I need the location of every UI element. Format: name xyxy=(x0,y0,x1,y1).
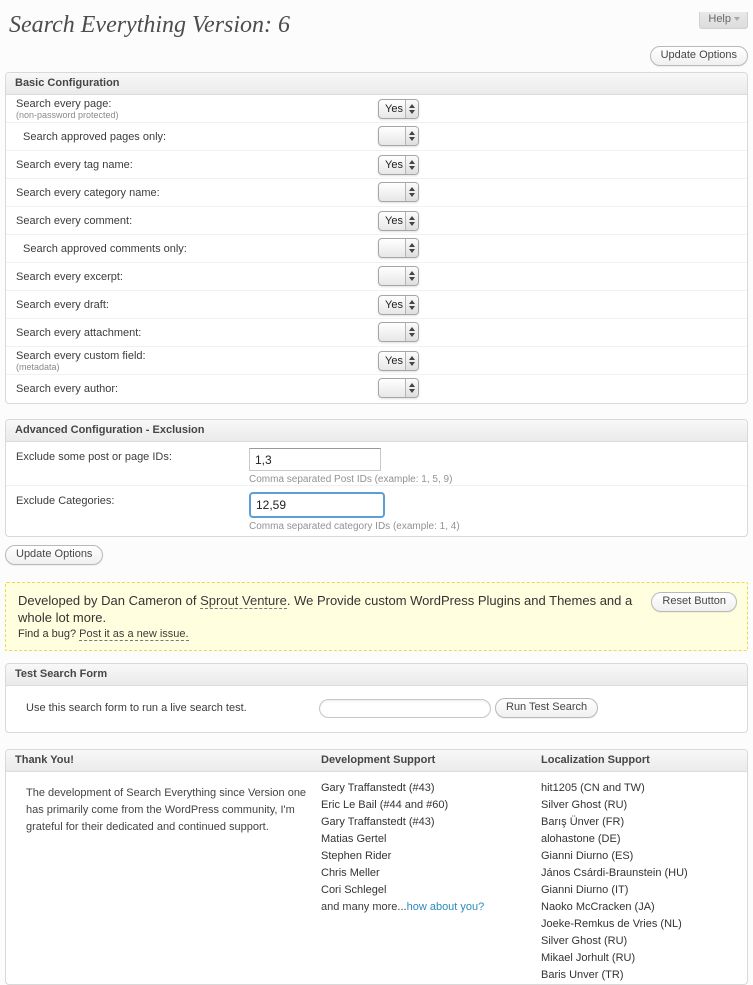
setting-row-search-custom-field xyxy=(6,347,747,375)
test-search-description: Use this search form to run a live search test. xyxy=(26,702,247,714)
setting-label: Search every author: xyxy=(16,383,119,395)
development-support-list xyxy=(321,782,484,918)
localization-link[interactable]: hit1205 (CN and TW) xyxy=(541,782,645,794)
setting-row-search-tag-name xyxy=(6,151,747,179)
dev-support-more: and many more...how about you? xyxy=(321,901,485,913)
setting-label: Search approved pages only: xyxy=(23,130,167,143)
setting-label: Search approved comments only: xyxy=(23,242,187,255)
basic-configuration-header: Basic Configuration xyxy=(6,73,747,95)
select-stepper-icon xyxy=(405,212,418,230)
chevron-down-icon xyxy=(734,17,740,21)
thank-you-panel xyxy=(5,749,748,985)
select-search-attachment[interactable] xyxy=(378,322,419,342)
test-search-input[interactable] xyxy=(319,699,491,718)
setting-label: Search every tag name: xyxy=(16,158,133,171)
exclude-categories-input[interactable] xyxy=(249,492,385,518)
setting-label: Search every custom field: xyxy=(16,349,146,362)
localization-link[interactable]: alohastone (DE) xyxy=(541,833,621,845)
setting-row-search-every-page xyxy=(6,95,747,123)
input-hint: Comma separated Post IDs (example: 1, 5, 9) xyxy=(249,474,453,485)
exclude-post-ids-input[interactable] xyxy=(249,448,381,471)
help-button-label: Help xyxy=(708,13,731,25)
setting-label: Search every draft: xyxy=(16,298,109,311)
select-search-approved-comments[interactable] xyxy=(378,238,419,258)
setting-sublabel: (metadata) xyxy=(16,361,60,372)
setting-label: Search every comment: xyxy=(16,214,133,227)
update-options-button-top[interactable]: Update Options xyxy=(650,46,748,66)
localization-support-title: Localization Support xyxy=(541,754,650,766)
localization-link[interactable]: Silver Ghost (RU) xyxy=(541,799,628,811)
setting-row-search-author xyxy=(6,375,747,403)
run-test-search-button[interactable]: Run Test Search xyxy=(495,698,598,718)
setting-row-search-approved-pages xyxy=(6,123,747,151)
top-actions xyxy=(5,46,748,64)
thank-you-header xyxy=(6,750,747,772)
advanced-configuration-header: Advanced Configuration - Exclusion xyxy=(6,420,747,442)
localization-link[interactable]: Naoko McCracken (JA) xyxy=(541,901,655,913)
select-search-every-page[interactable]: Yes xyxy=(378,99,419,119)
select-stepper-icon xyxy=(405,183,418,201)
test-search-panel xyxy=(5,663,748,733)
setting-row-search-attachment xyxy=(6,319,747,347)
select-search-approved-pages[interactable] xyxy=(378,126,419,146)
dev-support-link[interactable]: Gary Traffanstedt (#43) xyxy=(321,782,435,794)
localization-link[interactable]: Mikael Jorhult (RU) xyxy=(541,952,636,964)
localization-link[interactable]: Gianni Diurno (ES) xyxy=(541,850,634,862)
thank-you-message: The development of Search Everything since Version one has primarily come from the WordPress community, I'm grateful for their dedicated and continued support. xyxy=(26,787,307,833)
update-options-button-bottom[interactable]: Update Options xyxy=(5,545,103,565)
notice-line1: Developed by Dan Cameron of Sprout Venture. We Provide custom WordPress Plugins and Themes and a whole lot more. xyxy=(18,593,633,625)
dev-support-link[interactable]: Gary Traffanstedt (#43) xyxy=(321,816,435,828)
select-search-custom-field[interactable]: Yes xyxy=(378,351,419,371)
dev-support-link[interactable]: Chris Meller xyxy=(321,867,380,879)
localization-link[interactable]: Baris Unver (TR) xyxy=(541,969,624,981)
select-stepper-icon xyxy=(405,156,418,174)
development-support-title: Development Support xyxy=(321,754,436,766)
reset-button[interactable]: Reset Button xyxy=(651,592,737,612)
localization-link[interactable]: Silver Ghost (RU) xyxy=(541,935,628,947)
basic-configuration-panel xyxy=(5,72,748,404)
select-stepper-icon xyxy=(405,100,418,118)
advanced-configuration-panel xyxy=(5,419,748,537)
notice-line2: Find a bug? Post it as a new issue. xyxy=(18,628,189,640)
help-button[interactable] xyxy=(699,12,748,29)
test-search-header: Test Search Form xyxy=(6,664,747,686)
setting-row-search-category-name xyxy=(6,179,747,207)
select-stepper-icon xyxy=(405,267,418,285)
localization-support-list xyxy=(541,782,688,985)
setting-label: Search every attachment: xyxy=(16,326,142,339)
select-search-author[interactable] xyxy=(378,378,419,398)
exclude-categories-row xyxy=(6,486,747,536)
select-stepper-icon xyxy=(405,379,418,397)
select-search-tag-name[interactable]: Yes xyxy=(378,155,419,175)
dev-support-link[interactable]: Eric Le Bail (#44 and #60) xyxy=(321,799,449,811)
select-stepper-icon xyxy=(405,352,418,370)
setting-sublabel: (non-password protected) xyxy=(16,109,119,120)
report-bug-link[interactable]: Post it as a new issue. xyxy=(79,628,189,640)
localization-link[interactable]: Barış Ünver (FR) xyxy=(541,816,625,828)
select-search-category-name[interactable] xyxy=(378,182,419,202)
input-hint: Comma separated category IDs (example: 1, 4) xyxy=(249,521,460,532)
developer-notice xyxy=(5,582,748,651)
localization-link[interactable]: János Csárdi-Braunstein (HU) xyxy=(541,867,688,879)
dev-support-link[interactable]: Stephen Rider xyxy=(321,850,392,862)
select-stepper-icon xyxy=(405,239,418,257)
setting-label: Search every excerpt: xyxy=(16,270,123,283)
sprout-venture-link[interactable]: Sprout Venture xyxy=(200,593,287,608)
setting-label: Search every category name: xyxy=(16,186,160,199)
page xyxy=(0,12,753,985)
select-stepper-icon xyxy=(405,323,418,341)
select-search-draft[interactable]: Yes xyxy=(378,295,419,315)
localization-link[interactable]: Gianni Diurno (IT) xyxy=(541,884,629,896)
setting-label: Exclude some post or page IDs: xyxy=(16,451,172,463)
setting-row-search-approved-comments xyxy=(6,235,747,263)
localization-link[interactable]: Joeke-Remkus de Vries (NL) xyxy=(541,918,682,930)
setting-row-search-excerpt xyxy=(6,263,747,291)
select-search-comment[interactable]: Yes xyxy=(378,211,419,231)
select-stepper-icon xyxy=(405,127,418,145)
setting-label: Exclude Categories: xyxy=(16,495,115,507)
dev-support-link[interactable]: Matias Gertel xyxy=(321,833,387,845)
setting-label: Search every page: xyxy=(16,97,112,110)
how-about-you-link[interactable]: how about you? xyxy=(406,901,485,913)
select-stepper-icon xyxy=(405,296,418,314)
dev-support-link[interactable]: Cori Schlegel xyxy=(321,884,387,896)
exclude-posts-row xyxy=(6,442,747,486)
setting-row-search-draft xyxy=(6,291,747,319)
thank-you-title: Thank You! xyxy=(15,754,74,766)
setting-row-search-comment xyxy=(6,207,747,235)
select-search-excerpt[interactable] xyxy=(378,266,419,286)
page-title: Search Everything Version: 6 xyxy=(9,12,291,38)
